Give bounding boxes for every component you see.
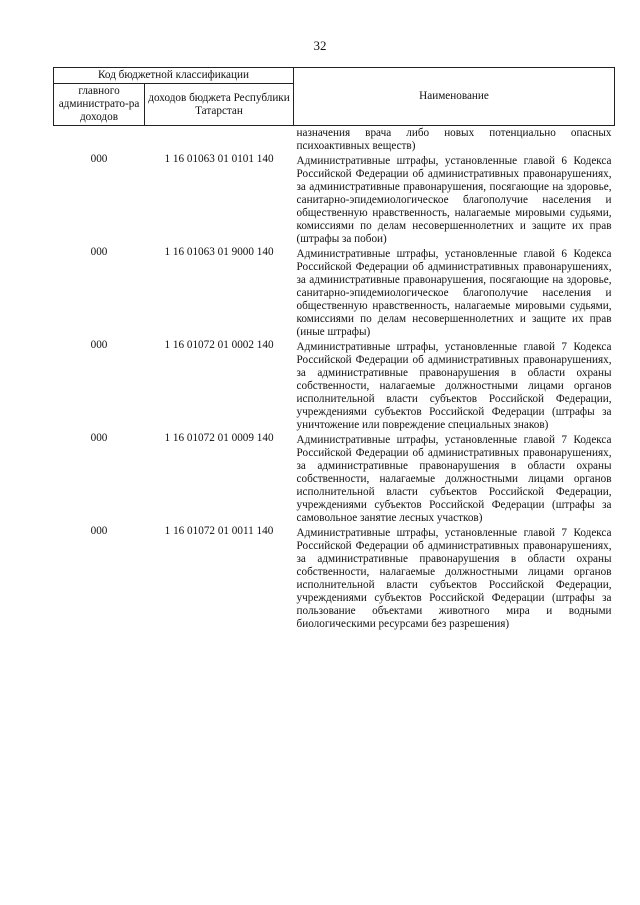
income-name: Административные штрафы, установленные главой 6 Кодекса Российской Федерации об административных правонарушениях, за административные правонарушения, посягающие на здоровье, санитарно-эпидемиологическое благополучие населения и общественную нравственность, налагаемые мировыми судьями, комиссиями по делам несовершеннолетних и защите их прав (иные штрафы) [296,248,612,338]
table-row [54,339,615,432]
table-row [54,525,615,631]
header-budget-classification: Код бюджетной классификации [54,68,294,84]
income-code: 1 16 01063 01 9000 140 [164,246,274,258]
admin-code: 000 [90,432,108,444]
continuation-text: назначения врача либо новых потенциально опасных психоактивных веществ) [296,127,612,152]
header-main-administrator: главного администрато-ра доходов [54,84,145,126]
continuation-admin-cell [54,126,145,154]
budget-classification-table [53,67,615,631]
income-code: 1 16 01072 01 0011 140 [164,525,274,537]
table-row [54,246,615,339]
admin-code: 000 [90,246,108,258]
income-code: 1 16 01072 01 0009 140 [164,432,274,444]
page-number: 32 [313,38,327,53]
income-name: Административные штрафы, установленные главой 7 Кодекса Российской Федерации об административных правонарушениях, за административные правонарушения в области охраны собственности, налагаемые должностными лицами органов исполнительной власти субъектов Российской Федерации, учреждениями субъектов Российской Федерации (штрафы за самовольное занятие лесных участков) [296,434,612,524]
admin-code: 000 [90,153,108,165]
income-name: Административные штрафы, установленные главой 6 Кодекса Российской Федерации об административных правонарушениях, за административные правонарушения, посягающие на здоровье, санитарно-эпидемиологическое благополучие населения и общественную нравственность, налагаемые мировыми судьями, комиссиями по делам несовершеннолетних и защите их прав (штрафы за побои) [296,155,612,245]
continuation-row [54,126,615,154]
table-row [54,153,615,246]
continuation-code-cell [145,126,294,154]
header-budget-income: доходов бюджета Республики Татарстан [145,84,294,126]
admin-code: 000 [90,525,108,537]
income-code: 1 16 01063 01 0101 140 [164,153,274,165]
income-name: Административные штрафы, установленные главой 7 Кодекса Российской Федерации об административных правонарушениях, за административные правонарушения в области охраны собственности, налагаемые должностными лицами органов исполнительной власти субъектов Российской Федерации, учреждениями субъектов Российской Федерации (штрафы за уничтожение или повреждение специальных знаков) [296,341,612,431]
header-name: Наименование [294,68,615,126]
table-body [54,126,615,632]
income-name: Административные штрафы, установленные главой 7 Кодекса Российской Федерации об административных правонарушениях, за административные правонарушения в области охраны собственности, налагаемые должностными лицами органов исполнительной власти субъектов Российской Федерации, учреждениями субъектов Российской Федерации (штрафы за пользование объектами животного мира и водными биологическими ресурсами без разрешения) [296,527,612,630]
admin-code: 000 [90,339,108,351]
income-code: 1 16 01072 01 0002 140 [164,339,274,351]
table-row [54,432,615,525]
